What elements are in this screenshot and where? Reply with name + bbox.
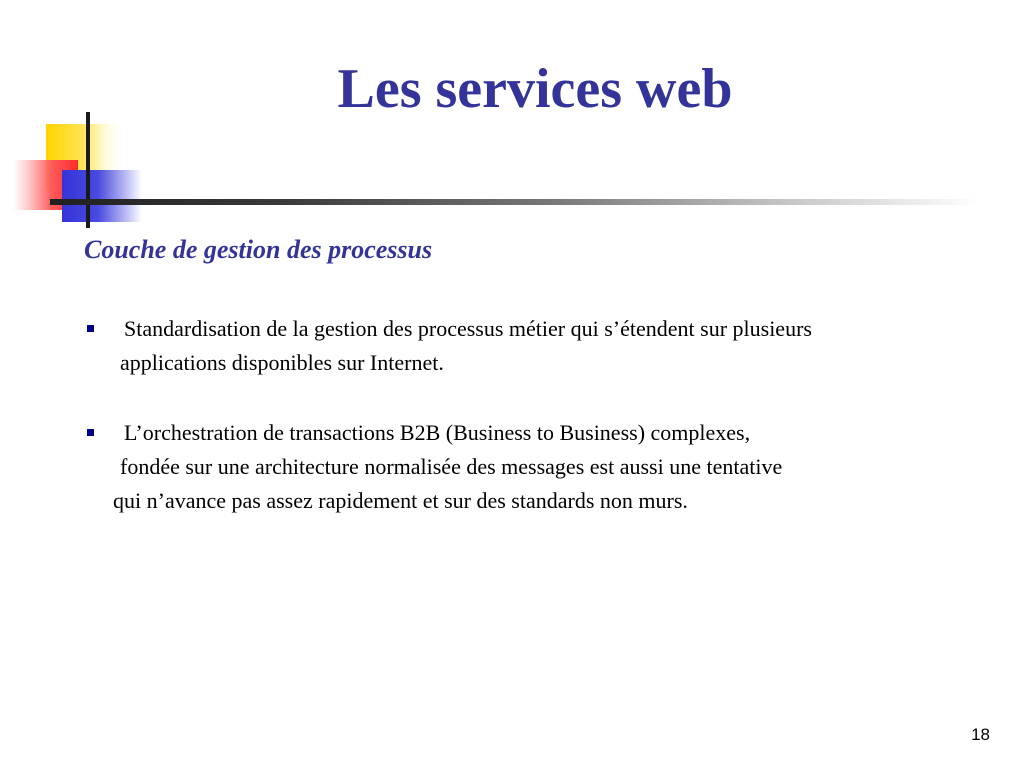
bullet-marker-2 xyxy=(87,429,94,436)
section-subtitle: Couche de gestion des processus xyxy=(84,235,433,264)
decor-blue-square xyxy=(62,170,142,222)
page-number: 18 xyxy=(971,725,990,744)
bullet-2-line-2: fondée sur une architecture normalisée des messages est aussi une tentative xyxy=(120,454,783,479)
bullet-2-line-1: L’orchestration de transactions B2B (Business to Business) complexes, xyxy=(124,420,751,445)
bullet-2-line-3: qui n’avance pas assez rapidement et sur des standards non murs. xyxy=(113,488,688,513)
bullet-1-line-1: Standardisation de la gestion des processus métier qui s’étendent sur plusieurs xyxy=(124,316,812,341)
bullet-marker-1 xyxy=(87,325,94,332)
bullet-1-line-2: applications disponibles sur Internet. xyxy=(120,350,444,375)
slide-title: Les services web xyxy=(337,58,733,120)
decor-horizontal-rule xyxy=(50,199,980,205)
decor-vertical-line xyxy=(86,112,90,228)
